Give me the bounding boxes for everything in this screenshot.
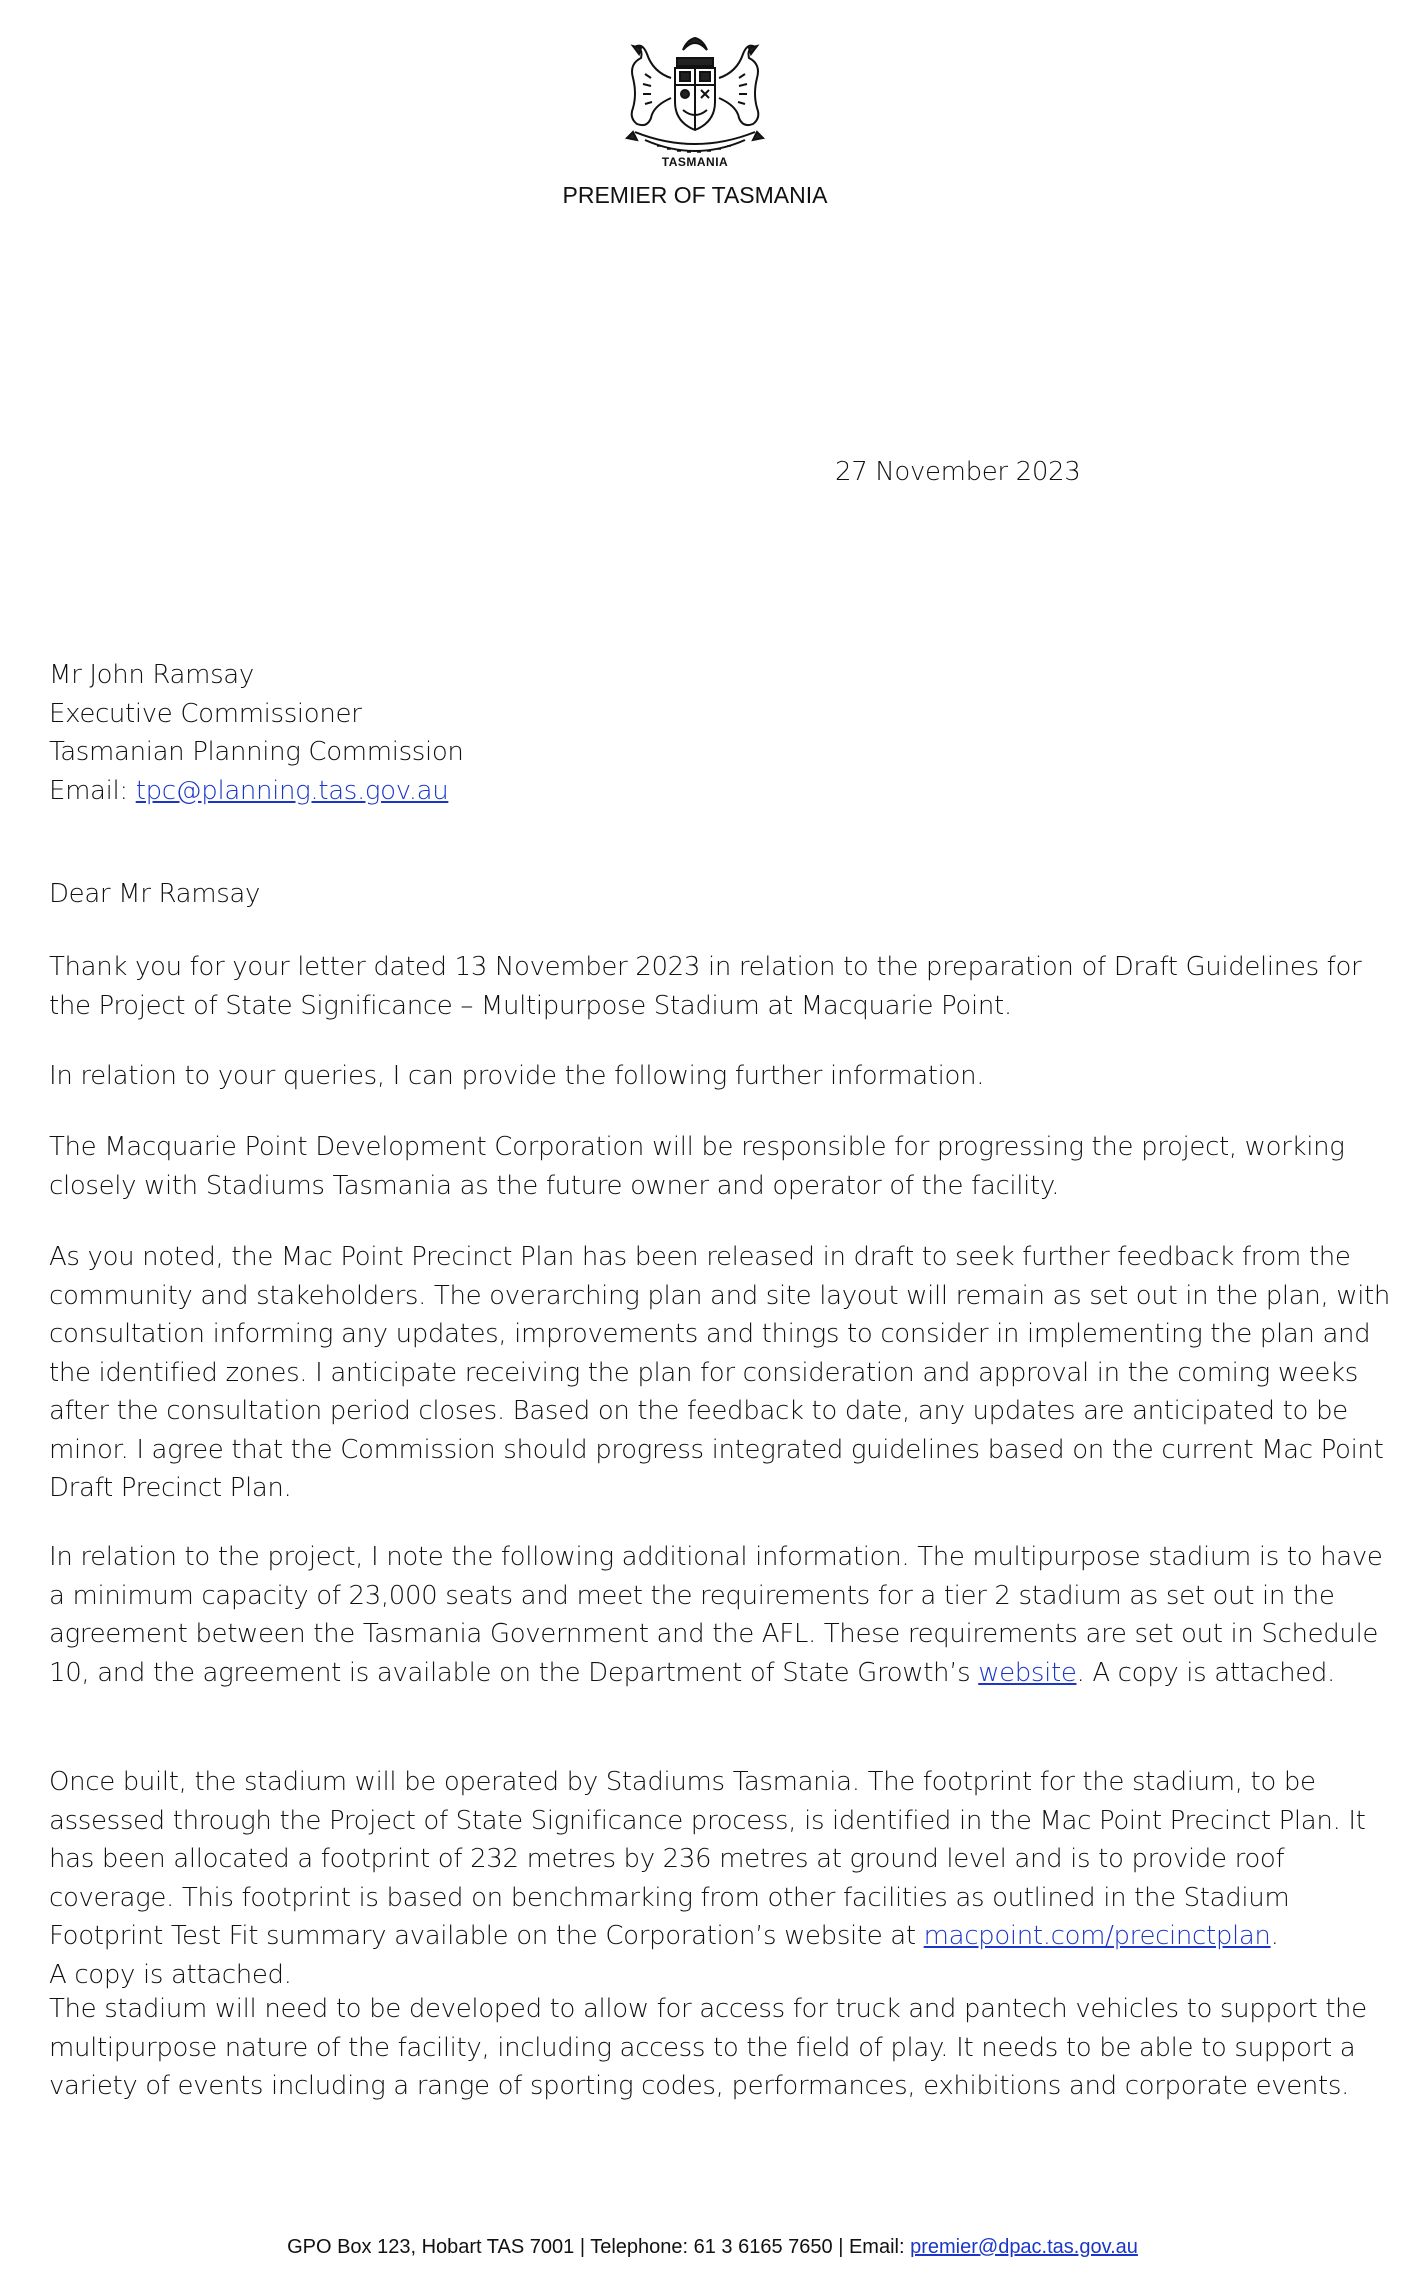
state-growth-website-link[interactable]: website [978, 1657, 1077, 1688]
paragraph-7: The stadium will need to be developed to allow for access for truck and pantech vehicles to support the multipurpose nature of the facility, including access to the field of play. It needs to be able to support a variety of events including a range of sporting codes, performances, exhibitions and corporate events. [49, 1994, 1367, 2101]
paragraph-4: As you noted, the Mac Point Precinct Plan has been released in draft to seek further feedback from the community and stakeholders. The overarching plan and site layout will remain as set out in the plan, with consultation informing any updates, improvements and things to consider in implementing the plan and the identified zones. I anticipate receiving the plan for consideration and approval in the coming weeks after the consultation period closes. Based on the feedback to date, any updates are anticipated to be minor. I agree that the Commission should progress integrated guidelines based on the current Mac Point Draft Precinct Plan. [49, 1242, 1391, 1503]
paragraph-5-text: In relation to the project, I note the following additional information. The multipurpose stadium is to have a minimum capacity of 23,000 seats and meet the requirements for a tier 2 stadium as set out in the agreement between the Tasmania Government and the AFL. These requirements are set out in Schedule 10, and the agreement is available on the Department of State Growth’s [49, 1542, 1383, 1688]
paragraph-5-tail: . A copy is attached. [1076, 1657, 1335, 1688]
paragraph-1: Thank you for your letter dated 13 November 2023 in relation to the preparation of Draft Guidelines for the Project of State Significance – Multipurpose Stadium at Macquarie Point. [49, 952, 1362, 1021]
paragraph-6-text: Once built, the stadium will be operated by Stadiums Tasmania. The footprint for the stadium, to be assessed through the Project of State Significance process, is identified in the Mac Point Precinct Plan. It has been allocated a footprint of 232 metres by 236 metres at ground level and is to provide roof coverage. This footprint is based on benchmarking from other facilities as outlined in the Stadium Footprint Test Fit summary available on the Corporation’s website at [49, 1767, 1366, 1951]
addressee-block [49, 656, 464, 810]
precinct-plan-link[interactable]: macpoint.com/precinctplan [923, 1921, 1271, 1951]
letter-footer [0, 2236, 1425, 2259]
paragraph-2: In relation to your queries, I can provide the following further information. [49, 1061, 985, 1091]
letter-date: 27 November 2023 [835, 457, 1081, 487]
footer-contact: GPO Box 123, Hobart TAS 7001 | Telephone: 61 3 6165 7650 | Email: [287, 2236, 911, 2258]
paragraph-6-tail: A copy is attached. [49, 1959, 292, 1990]
addressee-title: Executive Commissioner [49, 698, 362, 729]
addressee-name: Mr John Ramsay [49, 660, 254, 690]
paragraph-5 [49, 1538, 1394, 1692]
paragraph-6-period: . [1270, 1921, 1279, 1951]
paragraph-3: The Macquarie Point Development Corporation will be responsible for progressing the project, working closely with Stadiums Tasmania as the future owner and operator of the facility. [49, 1132, 1345, 1201]
addressee-email-line [49, 772, 464, 811]
crest-caption: TASMANIA [661, 155, 729, 169]
paragraph-6 [49, 1763, 1394, 1994]
footer-email-link[interactable]: premier@dpac.tas.gov.au [910, 2236, 1138, 2258]
letterhead-office: PREMIER OF TASMANIA [562, 182, 828, 208]
addressee-organisation: Tasmanian Planning Commission [49, 737, 464, 767]
email-label: Email: [49, 775, 136, 806]
addressee-email-link[interactable]: tpc@planning.tas.gov.au [135, 775, 449, 806]
salutation: Dear Mr Ramsay [49, 879, 261, 909]
